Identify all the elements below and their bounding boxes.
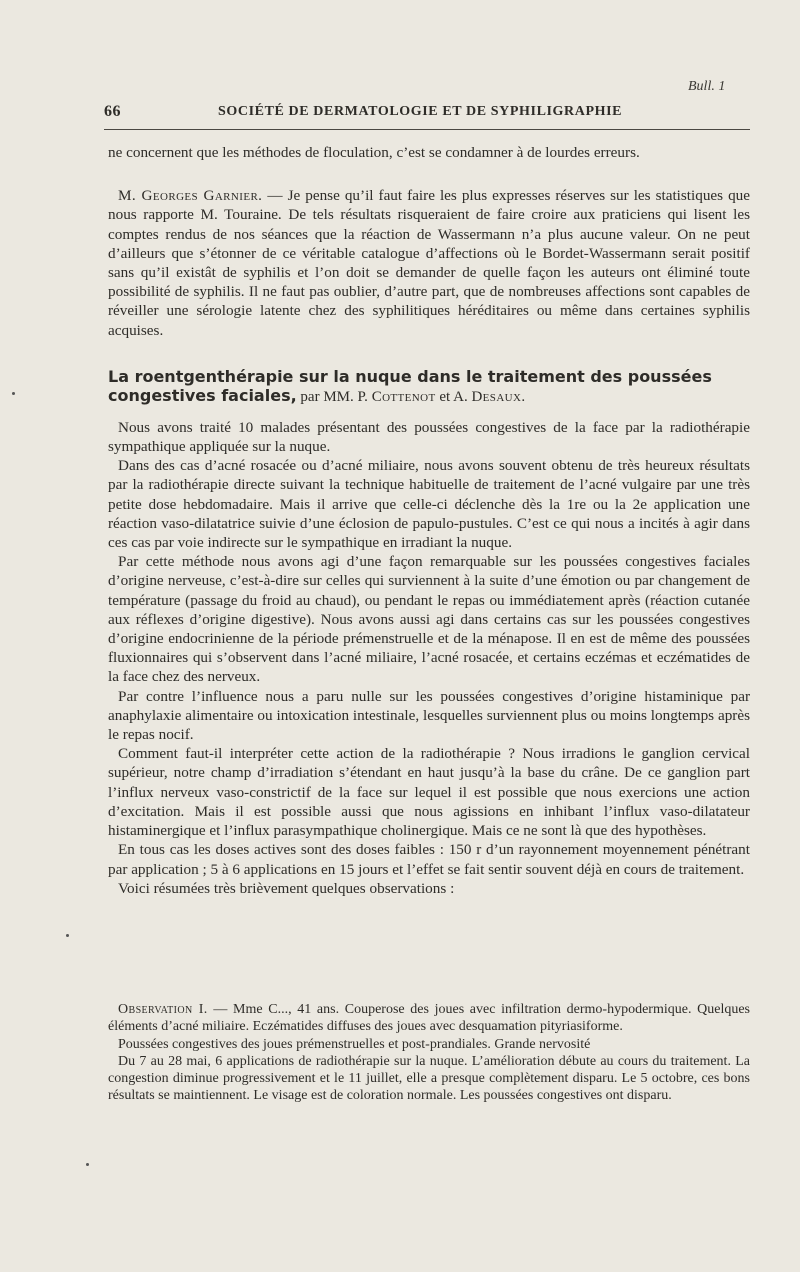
authors: par MM. P. Cottenot et A. Desaux. bbox=[296, 389, 526, 406]
author-desaux: Desaux bbox=[471, 389, 522, 406]
speaker-name: M. Georges Garnier. bbox=[118, 187, 263, 205]
main-text bbox=[108, 143, 750, 898]
journal-title: SOCIÉTÉ DE DERMATOLOGIE ET DE SYPHILIGRAPHIE bbox=[218, 104, 623, 119]
paragraph: Nous avons traité 10 malades présentant des poussées congestives de la face par la radiothérapie sympathique appliquée sur la nuque. bbox=[108, 418, 750, 456]
header-rule bbox=[104, 129, 750, 130]
paragraph: Par contre l’influence nous a paru nulle sur les poussées congestives d’origine histaminique par anaphylaxie alimentaire ou intoxication intestinale, lesquelles surviennent plus ou moins longtemps après le repas nocif. bbox=[108, 687, 750, 744]
title-text: La roentgenthérapie sur la nuque dans le traitement des poussées congestives faciales, bbox=[108, 366, 712, 406]
article-title bbox=[108, 367, 750, 408]
observation-section bbox=[108, 1001, 750, 1105]
previous-discussion-end: ne concernent que les méthodes de floculation, c’est se condamner à de lourdes erreurs. bbox=[108, 144, 640, 161]
running-header bbox=[104, 103, 752, 125]
observation-paragraph: Poussées congestives des joues prémenstruelles et post-prandiales. Grande nervosité bbox=[118, 1036, 591, 1052]
paragraph: Voici résumées très brièvement quelques observations : bbox=[118, 879, 455, 897]
paragraph: Par cette méthode nous avons agi d’une façon remarquable sur les poussées congestives faciales d’origine nerveuse, c’est-à-dire sur celles qui surviennent à la suite d’une émotion ou par changement de température (passage du froid au chaud), ou pendant le repas ou immédiatement après (réaction cutanée aux réflexes d’origine digestive). Nous avons aussi agi dans certains cas sur les poussées congestives d’origine endocrinienne de la période prémenstruelle et de la ménapose. Il en est de même des poussées fluxionnaires qui s’observent dans l’acné miliaire, l’acné rosacée, et certains eczémas et eczématides de la face chez des nerveux. bbox=[108, 553, 750, 686]
margin-speck bbox=[86, 1163, 89, 1166]
paragraph: En tous cas les doses actives sont des doses faibles : 150 r d’un rayonnement moyennement pénétrant par application ; 5 à 6 applications en 15 jours et l’effet se fait sentir souvent déjà en cours de traitement. bbox=[108, 841, 750, 878]
remark-text: — Je pense qu’il faut faire les plus expresses réserves sur les statistiques que nous rapporte M. Touraine. De tels résultats risqueraient de faire croire aux praticiens qui lisent les comptes rendus de nos séances que la réaction de Wassermann n’a plus aucune valeur. On ne peut d’ailleurs que s’étonner de ce véritable catalogue d’affections où le Bordet-Wassermann serait positif sans qu’il existât de syphilis et l’on doit se demander de quelle façon les auteurs ont éliminé toute possibilité de syphilis. Il ne faut pas oublier, d’autre part, que de nombreuses affections sont capables de réveiller une sérologie latente chez des syphilitiques héréditaires ou même dans certaines syphilis acquises. bbox=[108, 187, 751, 339]
margin-speck bbox=[66, 934, 69, 937]
page-number: 66 bbox=[104, 103, 121, 120]
observation-intro: Observation I. — Mme C..., 41 ans. Couperose des joues avec infiltration dermo-hypodermique. Quelques éléments d’acné miliaire. Eczématides diffuses des joues avec desquamation pityriasiforme. bbox=[108, 1002, 750, 1035]
paragraph: Comment faut-il interpréter cette action de la radiothérapie ? Nous irradions le ganglion cervical supérieur, notre champ d’irradiation s’étendant en haut jusqu’à la base du crâne. De ce ganglion part l’influx nerveux vaso-constrictif de la face sur lequel il est possible que nous exercions une action d’excitation. Mais il est possible aussi que nous agissions en inhibant l’influx vaso-dilatateur histaminergique et l’influx parasympathique cholinergique. Mais ce ne sont là que des hypothèses. bbox=[108, 745, 750, 840]
paragraph: Dans des cas d’acné rosacée ou d’acné miliaire, nous avons souvent obtenu de très heureux résultats par la radiothérapie directe suivant la technique habituelle de traitement de l’acné vulgaire par une très petite dose hebdomadaire. Mais il arrive que celle-ci déclenche dès la 1re ou la 2e application une réaction vaso-dilatatrice suivie d’une éclosion de papulo-pustules. C’est ce qui nous a incités à agir dans ces cas par voie indirecte sur le sympathique en irradiant la nuque. bbox=[108, 457, 750, 552]
corner-note: Bull. 1 bbox=[688, 79, 726, 94]
author-cottenot: Cottenot bbox=[371, 389, 436, 406]
observation-label: Observation I. bbox=[118, 1002, 208, 1017]
margin-speck bbox=[12, 392, 15, 395]
garnier-remark bbox=[108, 186, 750, 340]
observation-paragraph: Du 7 au 28 mai, 6 applications de radiothérapie sur la nuque. L’amélioration débute au cours du traitement. La congestion diminue progressivement et le 11 juillet, elle a presque complètement disparu. Le 5 octobre, ces bons résultats se maintiennent. Le visage est de coloration normale. Les poussées congestives ont disparu. bbox=[108, 1053, 750, 1104]
